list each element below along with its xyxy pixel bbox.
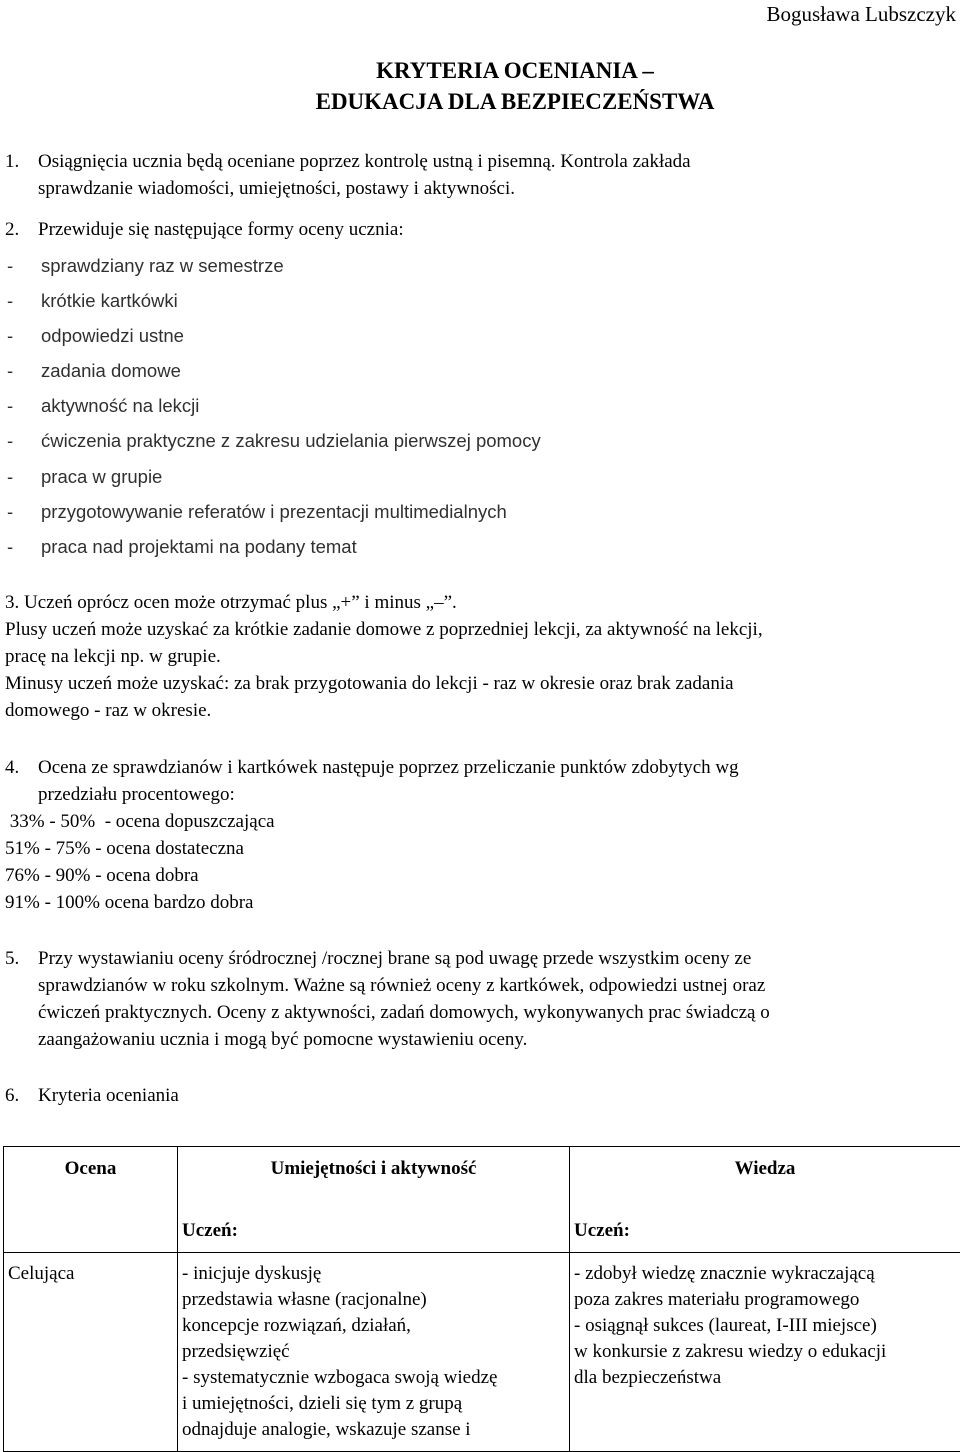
- section-1: [5, 148, 956, 202]
- list-item: - ćwiczenia praktyczne z zakresu udzielania pierwszej pomocy: [5, 423, 541, 459]
- header-knowledge: Wiedza: [570, 1147, 960, 1201]
- section-6-text: Kryteria oceniania: [38, 1085, 179, 1106]
- grade-range: 76% - 90% - ocena dobra: [5, 862, 956, 889]
- subheader-skills: Uczeń:: [178, 1200, 570, 1253]
- section-2-number: 2.: [5, 216, 38, 243]
- section-6: [5, 1082, 956, 1109]
- title-line-2: EDUKACJA DLA BEZPIECZEŃSTWA: [0, 86, 960, 117]
- list-item: - zadania domowe: [5, 353, 181, 389]
- section-3-line-4: Minusy uczeń może uzyskać: za brak przygotowania do lekcji - raz w okresie oraz brak zadania: [5, 670, 956, 697]
- subheader-knowledge: Uczeń:: [570, 1200, 960, 1253]
- section-2-intro-text: Przewiduje się następujące formy oceny ucznia:: [38, 219, 404, 240]
- list-item: - odpowiedzi ustne: [5, 318, 184, 354]
- section-2-intro: [5, 216, 956, 243]
- row-skills: - inicjuje dyskusję przedstawia własne (racjonalne) koncepcje rozwiązań, działań, przedsięwzięć - systematycznie wzbogaca swoją wiedzę i umiejętności, dzieli się tym z grupą odnajduje analogie, wskazuje szanse i: [178, 1253, 570, 1452]
- list-item: - sprawdziany raz w semestrze: [5, 248, 284, 284]
- section-5: [5, 945, 956, 1053]
- table-row: [4, 1253, 960, 1452]
- section-4: [5, 754, 956, 916]
- section-5-line-1: Przy wystawianiu oceny śródrocznej /rocznej brane są pod uwagę przede wszystkim oceny ze: [38, 948, 751, 969]
- section-1-line-2: sprawdzanie wiadomości, umiejętności, postawy i aktywności.: [5, 175, 956, 202]
- list-item: - krótkie kartkówki: [5, 283, 178, 319]
- section-3-line-3: pracę na lekcji np. w grupie.: [5, 643, 956, 670]
- section-5-line-3: ćwiczeń praktycznych. Oceny z aktywności, zadań domowych, wykonywanych prac świadczą o: [5, 999, 956, 1026]
- row-grade: Celująca: [4, 1253, 178, 1452]
- section-6-number: 6.: [5, 1082, 38, 1109]
- grade-scale: [5, 808, 956, 916]
- list-item: - praca nad projektami na podany temat: [5, 529, 357, 565]
- section-5-number: 5.: [5, 945, 38, 972]
- criteria-table: [3, 1146, 960, 1452]
- grade-range: 33% - 50% - ocena dopuszczająca: [5, 808, 956, 835]
- header-grade: Ocena: [4, 1147, 178, 1201]
- section-5-line-4: zaangażowaniu ucznia i mogą być pomocne wystawieniu oceny.: [5, 1026, 956, 1053]
- section-4-number: 4.: [5, 754, 38, 781]
- list-item: - praca w grupie: [5, 459, 162, 495]
- section-3: [5, 589, 956, 724]
- table-header-row: [4, 1147, 960, 1201]
- section-3-line-2: Plusy uczeń może uzyskać za krótkie zadanie domowe z poprzedniej lekcji, za aktywność na lekcji,: [5, 616, 956, 643]
- subheader-empty: [4, 1200, 178, 1253]
- section-1-line-1: Osiągnięcia ucznia będą oceniane poprzez kontrolę ustną i pisemną. Kontrola zakłada: [38, 151, 691, 172]
- list-item: - aktywność na lekcji: [5, 388, 199, 424]
- grade-range: 51% - 75% - ocena dostateczna: [5, 835, 956, 862]
- list-item: - przygotowywanie referatów i prezentacji multimedialnych: [5, 494, 507, 530]
- section-1-number: 1.: [5, 148, 38, 175]
- title-line-1: KRYTERIA OCENIANIA –: [0, 55, 960, 86]
- section-4-line-1: Ocena ze sprawdzianów i kartkówek następuje poprzez przeliczanie punktów zdobytych wg: [38, 757, 739, 778]
- document-title: [0, 55, 960, 117]
- header-skills: Umiejętności i aktywność: [178, 1147, 570, 1201]
- section-3-line-5: domowego - raz w okresie.: [5, 697, 956, 724]
- table-subheader-row: [4, 1200, 960, 1253]
- grade-range: 91% - 100% ocena bardzo dobra: [5, 889, 956, 916]
- section-5-line-2: sprawdzianów w roku szkolnym. Ważne są również oceny z kartkówek, odpowiedzi ustnej oraz: [5, 972, 956, 999]
- row-knowledge: - zdobył wiedzę znacznie wykraczającą poza zakres materiału programowego - osiągnął sukces (laureat, I-III miejsce) w konkursie z zakresu wiedzy o edukacji dla bezpieczeństwa: [570, 1253, 960, 1452]
- section-4-line-2: przedziału procentowego:: [5, 781, 956, 808]
- section-3-line-1: 3. Uczeń oprócz ocen może otrzymać plus „+” i minus „–”.: [5, 589, 956, 616]
- author-name: Bogusława Lubszczyk: [766, 0, 956, 28]
